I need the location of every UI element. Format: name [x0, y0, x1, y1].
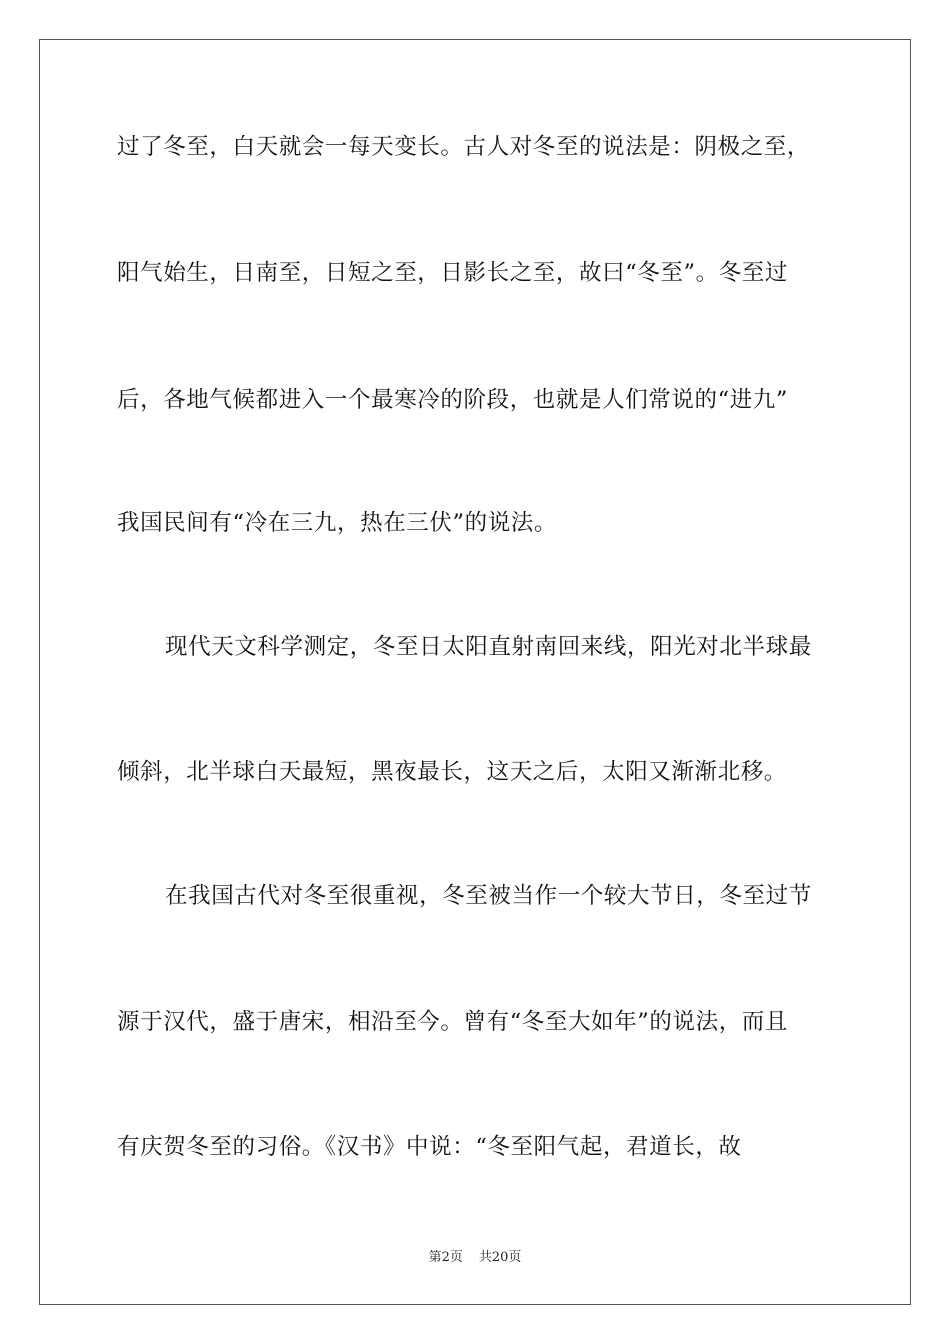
body-text-line: 有庆贺冬至的习俗。《汉书》中说：“冬至阳气起，君道长，故 — [117, 1134, 742, 1160]
page-total: 共20页 — [478, 1250, 522, 1265]
page-border — [39, 39, 911, 1305]
body-text-line: 我国民间有“冷在三九，热在三伏”的说法。 — [117, 510, 558, 536]
page-footer — [0, 1248, 950, 1268]
body-text-line: 倾斜，北半球白天最短，黑夜最长，这天之后，太阳又渐渐北移。 — [117, 759, 787, 785]
body-text-line: 源于汉代，盛于唐宋，相沿至今。曾有“冬至大如年”的说法，而且 — [117, 1009, 789, 1035]
page-number: 第2页 — [428, 1250, 463, 1265]
paragraph-first-line: 现代天文科学测定，冬至日太阳直射南回来线，阳光对北半球最 — [165, 634, 812, 660]
body-text-line: 阳气始生，日南至，日短之至，日影长之至，故曰“冬至”。冬至过 — [117, 260, 789, 286]
body-text-line: 过了冬至，白天就会一每天变长。古人对冬至的说法是：阴极之至， — [117, 134, 811, 160]
body-text-line: 后，各地气候都进入一个最寒冷的阶段，也就是人们常说的“进九” — [117, 387, 789, 413]
paragraph-first-line: 在我国古代对冬至很重视，冬至被当作一个较大节日，冬至过节 — [165, 883, 812, 909]
